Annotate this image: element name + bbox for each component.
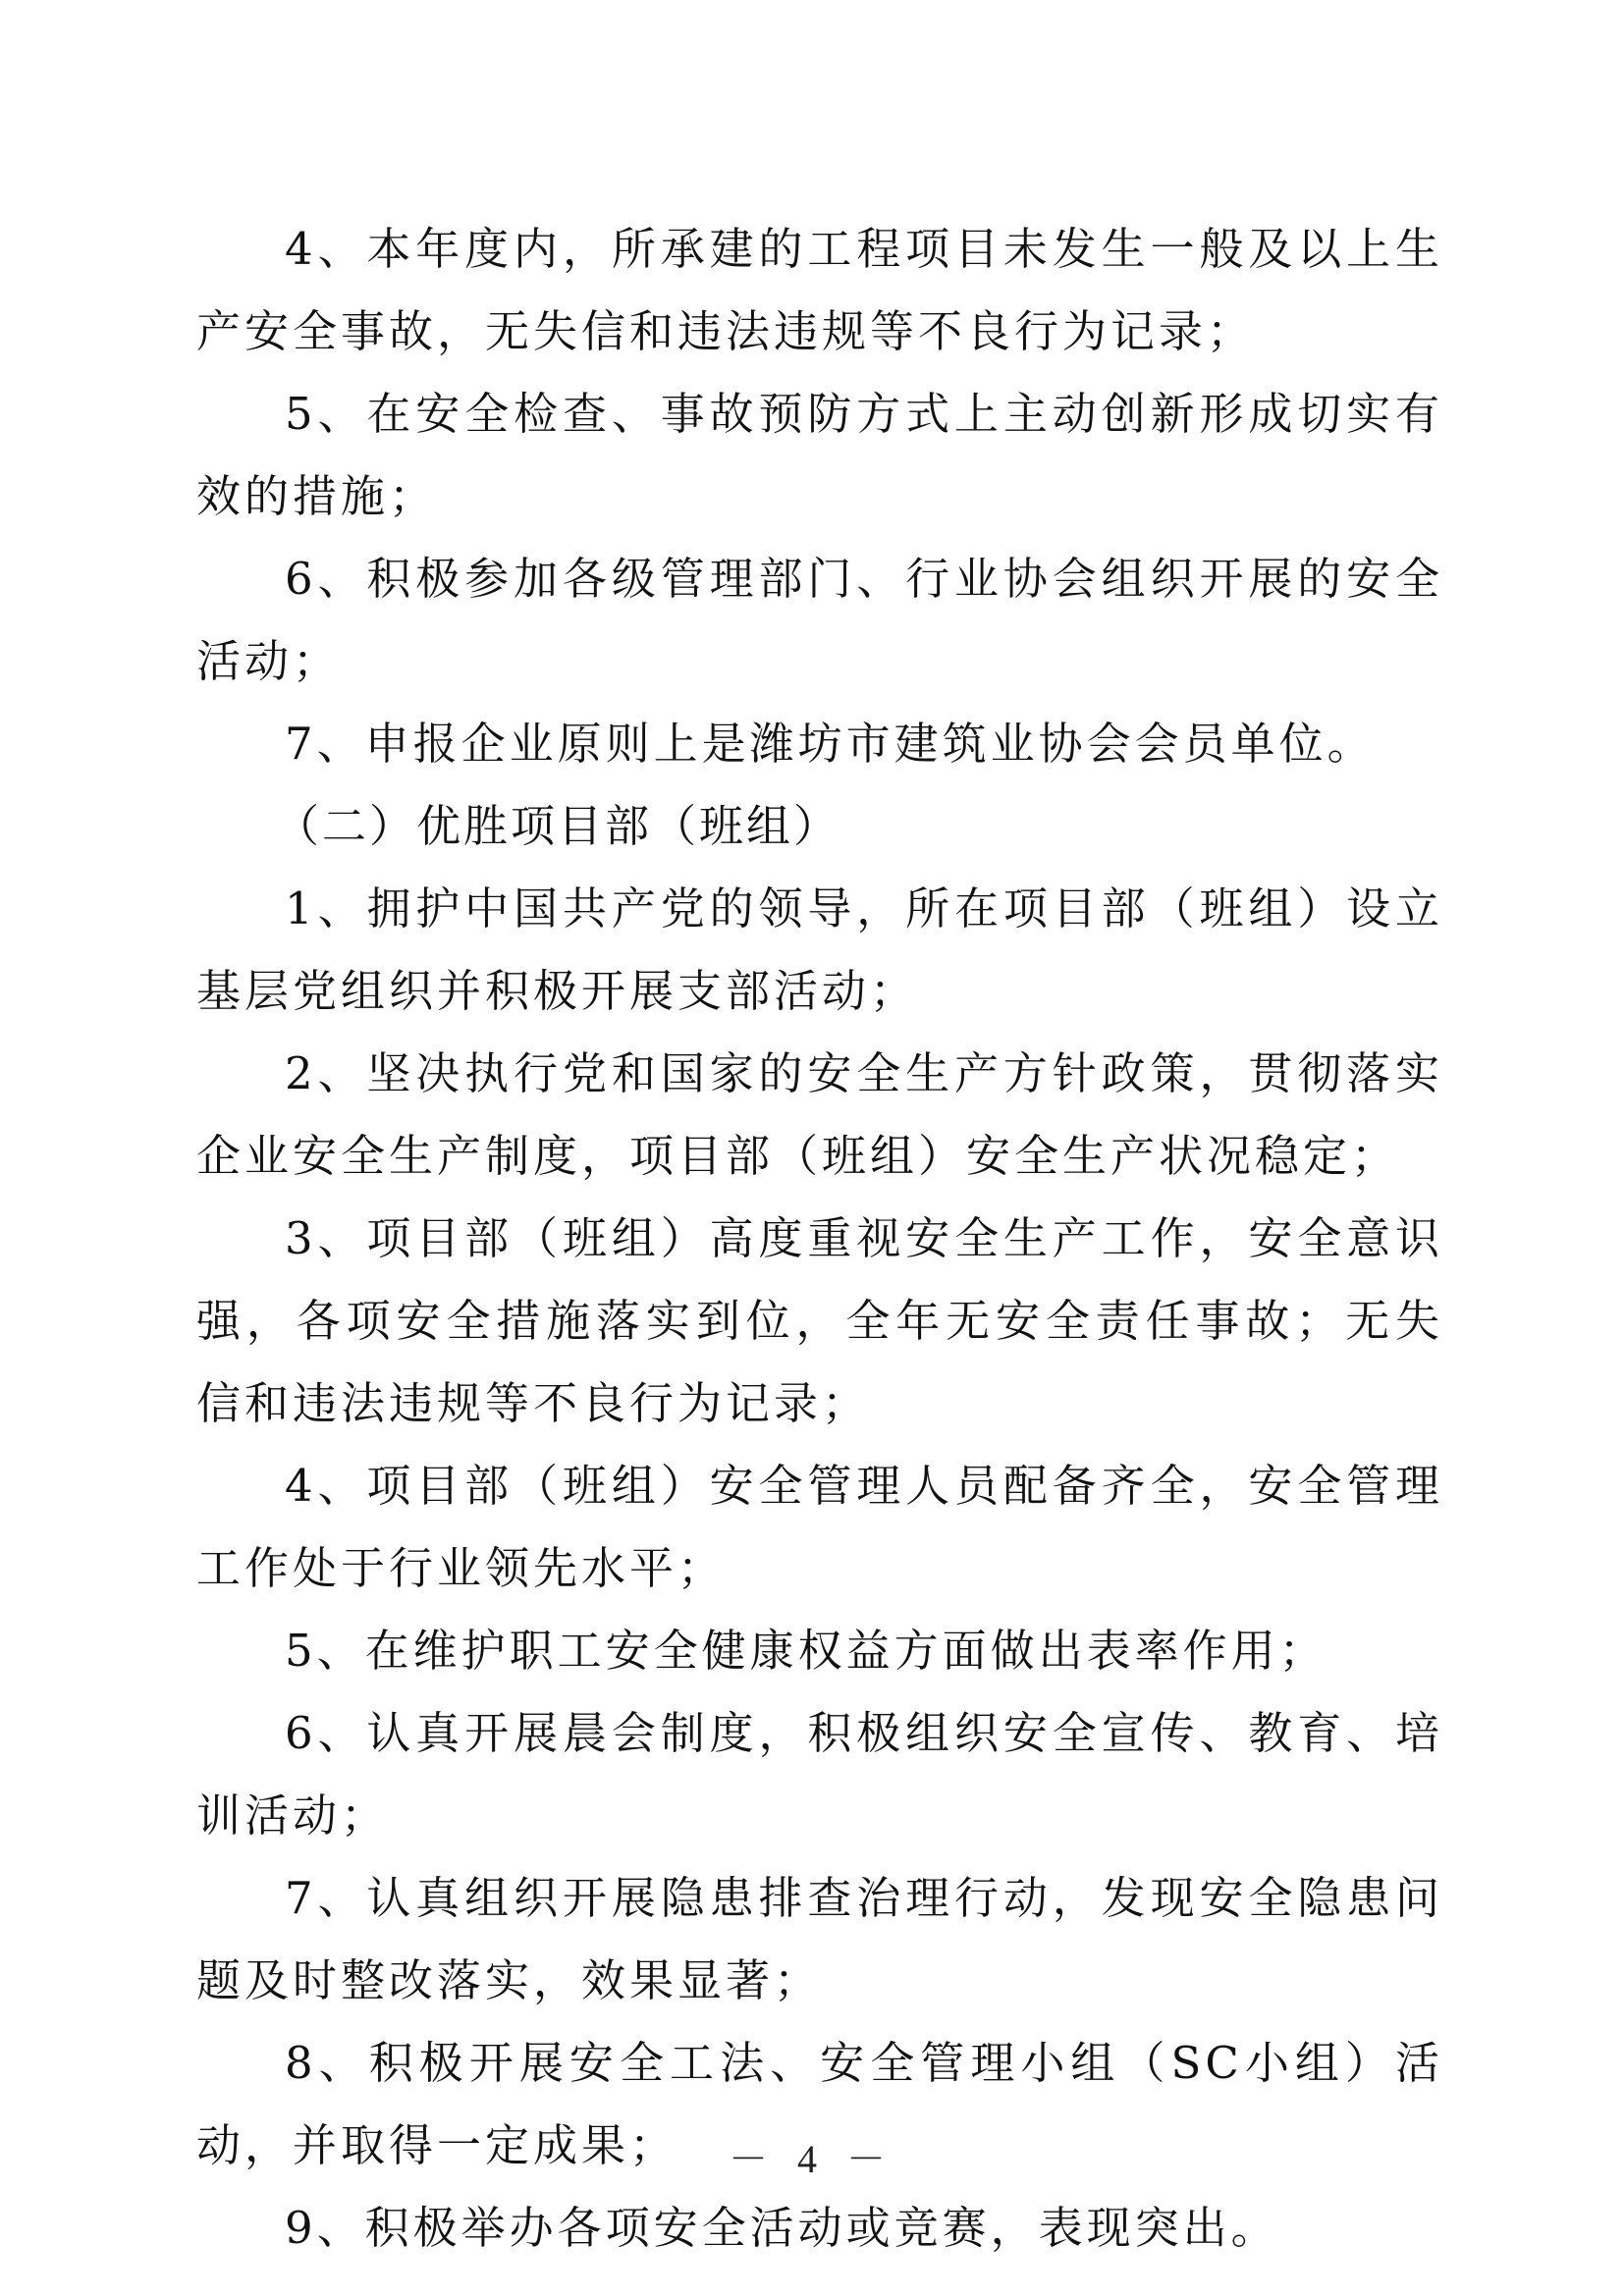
paragraph-project-item-4: 4、项目部（班组）安全管理人员配备齐全，安全管理工作处于行业领先水平； bbox=[196, 1460, 1443, 1594]
paragraph-company-item-6: 6、积极参加各级管理部门、行业协会组织开展的安全活动； bbox=[196, 553, 1443, 687]
document-body bbox=[196, 208, 1443, 2269]
paragraph-project-item-1: 1、拥护中国共产党的领导，所在项目部（班组）设立基层党组织并积极开展支部活动； bbox=[196, 882, 1443, 1017]
section-heading-project-team: （二）优胜项目部（班组） bbox=[275, 800, 841, 852]
paragraph-project-item-7: 7、认真组织开展隐患排查治理行动，发现安全隐患问题及时整改落实，效果显著； bbox=[196, 1872, 1443, 2006]
paragraph-project-item-9: 9、积极举办各项安全活动或竞赛，表现突出。 bbox=[285, 2202, 1279, 2254]
paragraph-project-item-3: 3、项目部（班组）高度重视安全生产工作，安全意识强，各项安全措施落实到位，全年无安全责任事故；无失信和违法违规等不良行为记录； bbox=[196, 1212, 1443, 1429]
paragraph-project-item-5: 5、在维护职工安全健康权益方面做出表率作用； bbox=[285, 1625, 1327, 1677]
paragraph-project-item-2: 2、坚决执行党和国家的安全生产方针政策，贯彻落实企业安全生产制度，项目部（班组）安全生产状况稳定； bbox=[196, 1047, 1443, 1182]
paragraph-company-item-4: 4、本年度内，所承建的工程项目未发生一般及以上生产安全事故，无失信和违法违规等不良行为记录； bbox=[196, 223, 1443, 357]
paragraph-company-item-5: 5、在安全检查、事故预防方式上主动创新形成切实有效的措施； bbox=[196, 388, 1443, 522]
paragraph-company-item-7: 7、申报企业原则上是潍坊市建筑业协会会员单位。 bbox=[285, 718, 1376, 770]
paragraph-project-item-8: 8、积极开展安全工法、安全管理小组（SC小组）活动，并取得一定成果； bbox=[196, 2037, 1443, 2171]
page-number: － 4 － bbox=[729, 2137, 895, 2181]
paragraph-project-item-6: 6、认真开展晨会制度，积极组织安全宣传、教育、培训活动； bbox=[196, 1707, 1443, 1842]
